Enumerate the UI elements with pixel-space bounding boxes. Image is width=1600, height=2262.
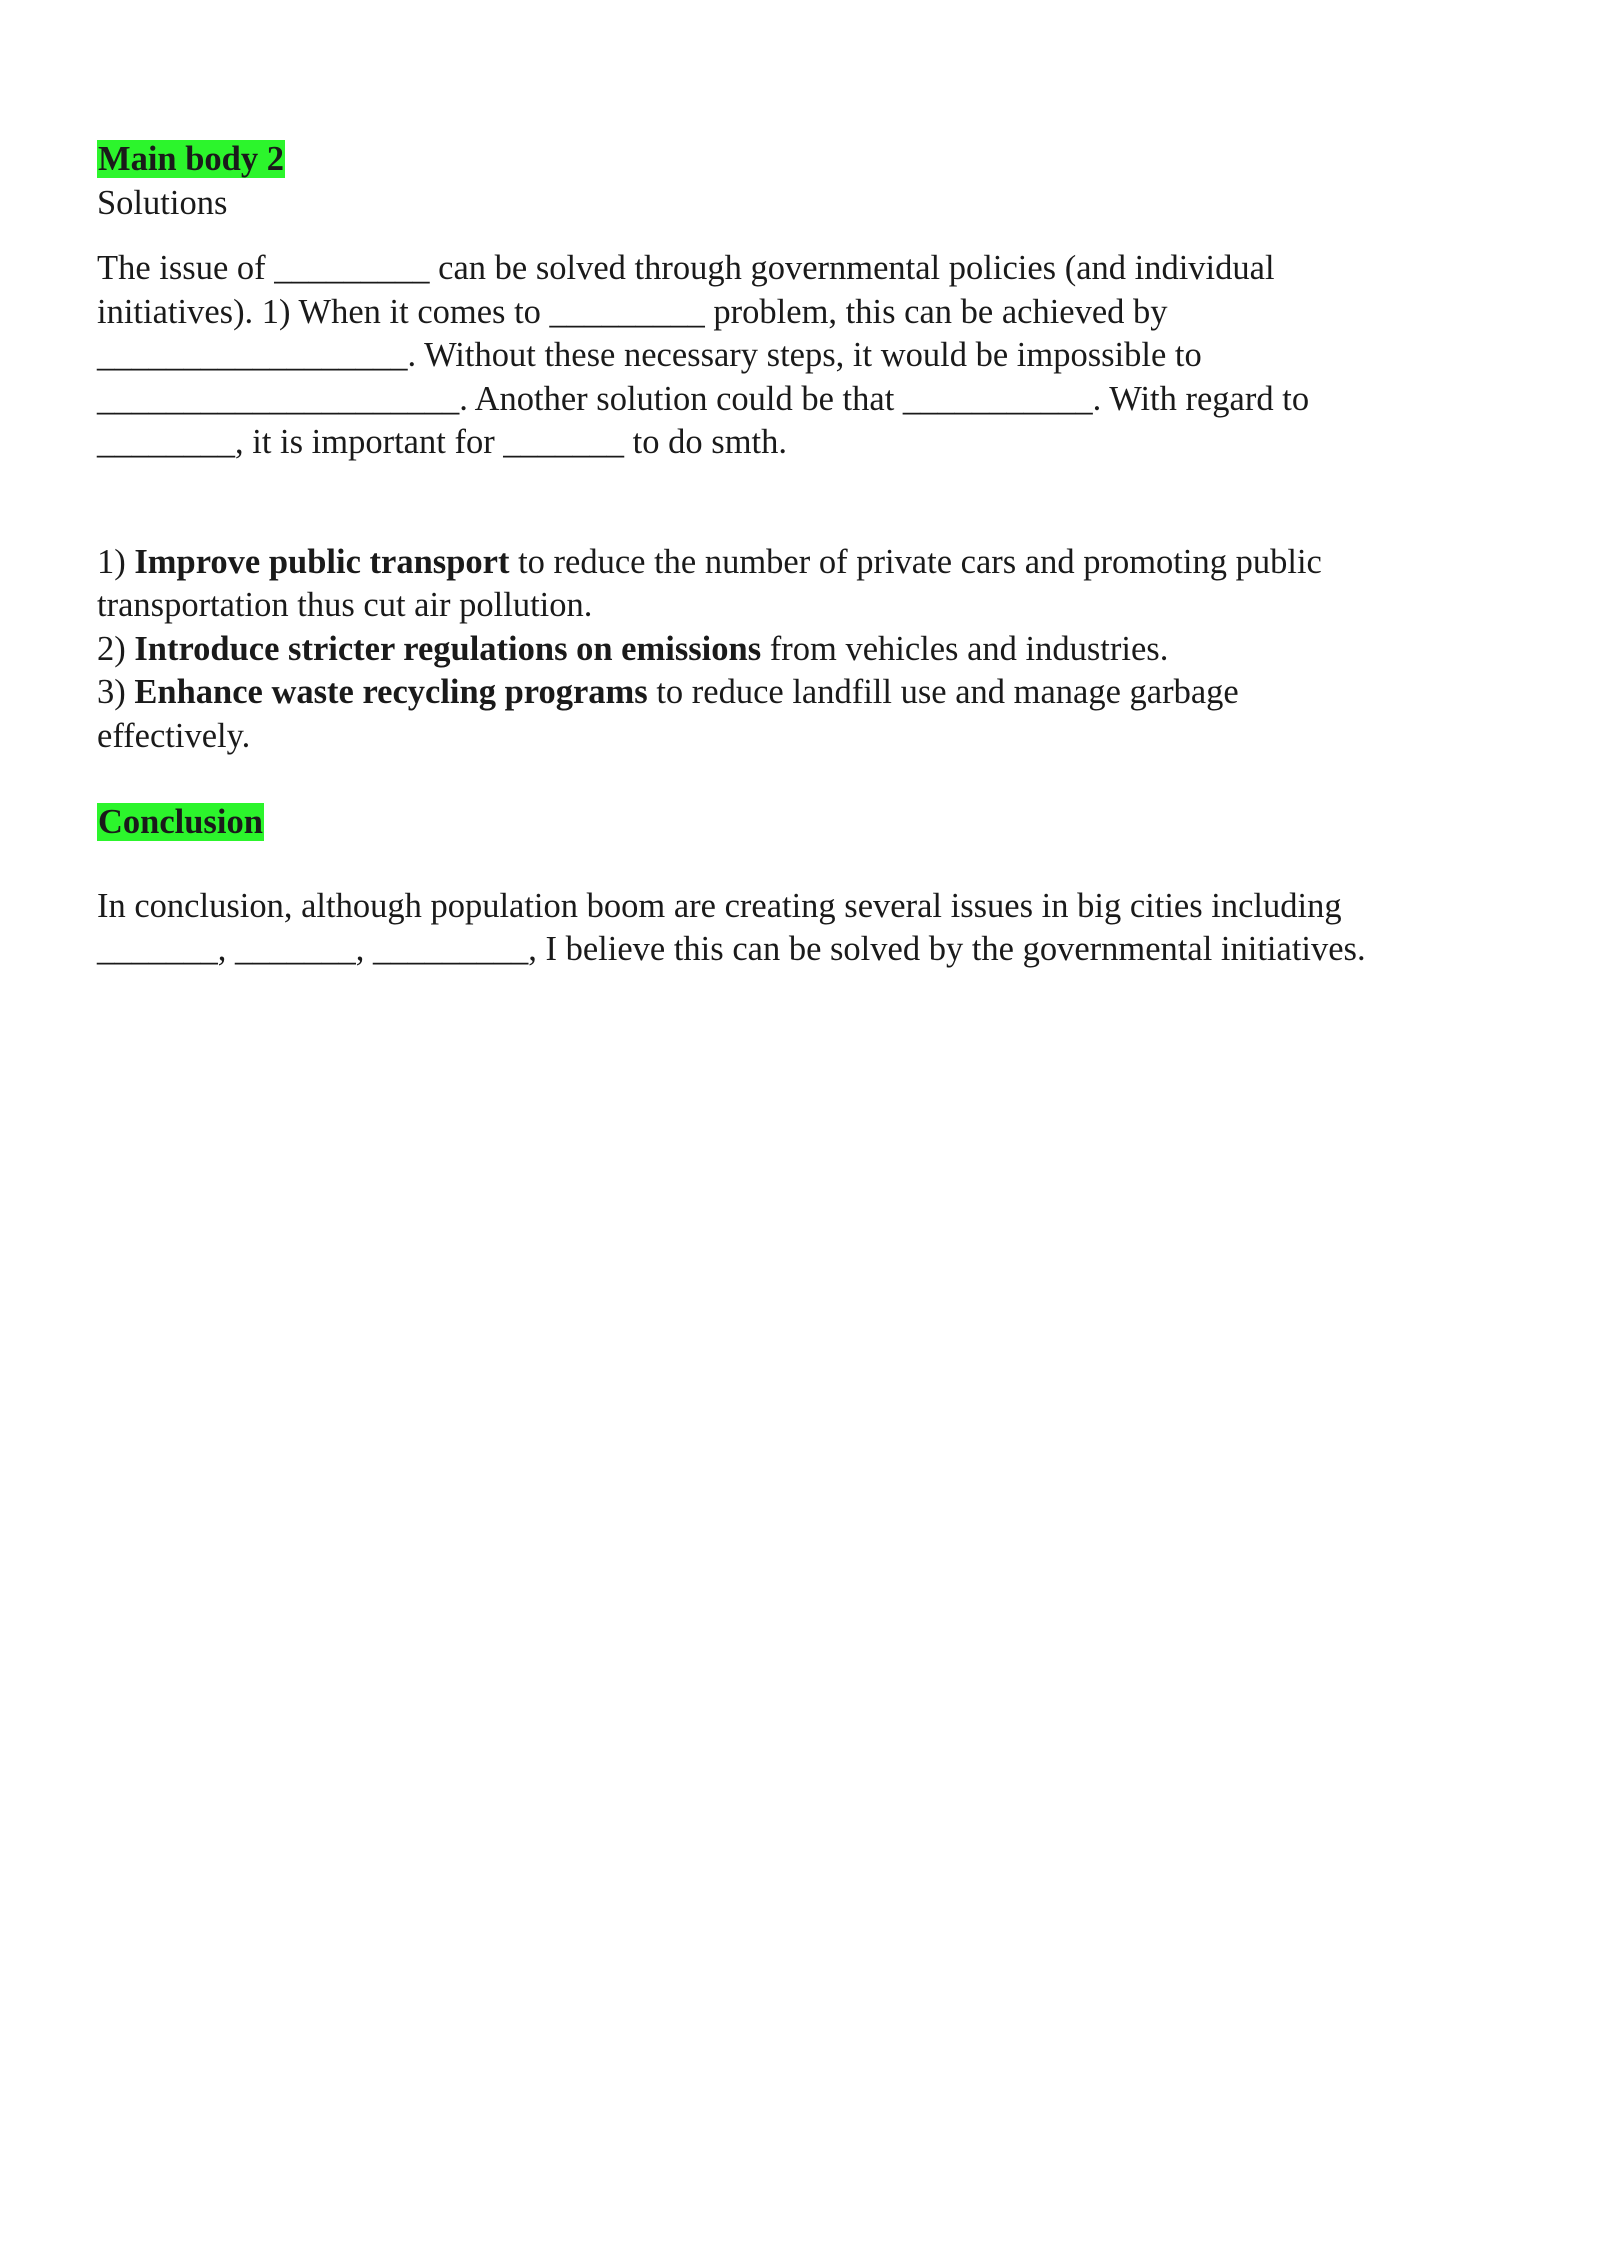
solutions-list	[97, 541, 1537, 759]
solution-item	[97, 628, 1537, 672]
solution-continuation: effectively.	[97, 716, 251, 755]
document-page	[97, 138, 1537, 972]
main-body-heading: Main body 2	[98, 140, 284, 178]
solution-title: Introduce stricter regulations on emissions	[134, 629, 762, 668]
solution-text: to reduce the number of private cars and promoting public	[509, 542, 1322, 581]
template-paragraph	[97, 247, 1537, 465]
conclusion-heading: Conclusion	[98, 803, 263, 841]
solution-title: Improve public transport	[134, 542, 510, 581]
template-line: _____________________. Another solution could be that ___________. With regard to	[97, 379, 1310, 418]
conclusion-paragraph	[97, 885, 1537, 972]
solution-title: Enhance waste recycling programs	[134, 673, 648, 711]
conclusion-heading-row	[97, 801, 1537, 845]
solution-continuation: transportation thus cut air pollution.	[97, 586, 593, 624]
template-line: The issue of _________ can be solved through governmental policies (and individual	[97, 249, 1275, 287]
template-line: initiatives). 1) When it comes to _________ problem, this can be achieved by	[97, 292, 1168, 331]
template-line: ________, it is important for _______ to do smth.	[97, 423, 787, 461]
solution-number: 3)	[97, 673, 126, 711]
solution-item	[97, 541, 1537, 585]
conclusion-line: In conclusion, although population boom are creating several issues in big cities including	[97, 886, 1342, 925]
solution-number: 1)	[97, 542, 126, 581]
main-body-heading-row	[97, 138, 1537, 182]
conclusion-line: _______, _______, _________, I believe this can be solved by the governmental initiatives.	[97, 930, 1366, 968]
solution-text: to reduce landfill use and manage garbage	[647, 673, 1239, 711]
solution-number: 2)	[97, 629, 126, 668]
solution-text: from vehicles and industries.	[761, 629, 1169, 668]
template-line: __________________. Without these necessary steps, it would be impossible to	[97, 336, 1202, 374]
solution-item	[97, 671, 1537, 715]
solutions-subheading: Solutions	[97, 183, 228, 222]
